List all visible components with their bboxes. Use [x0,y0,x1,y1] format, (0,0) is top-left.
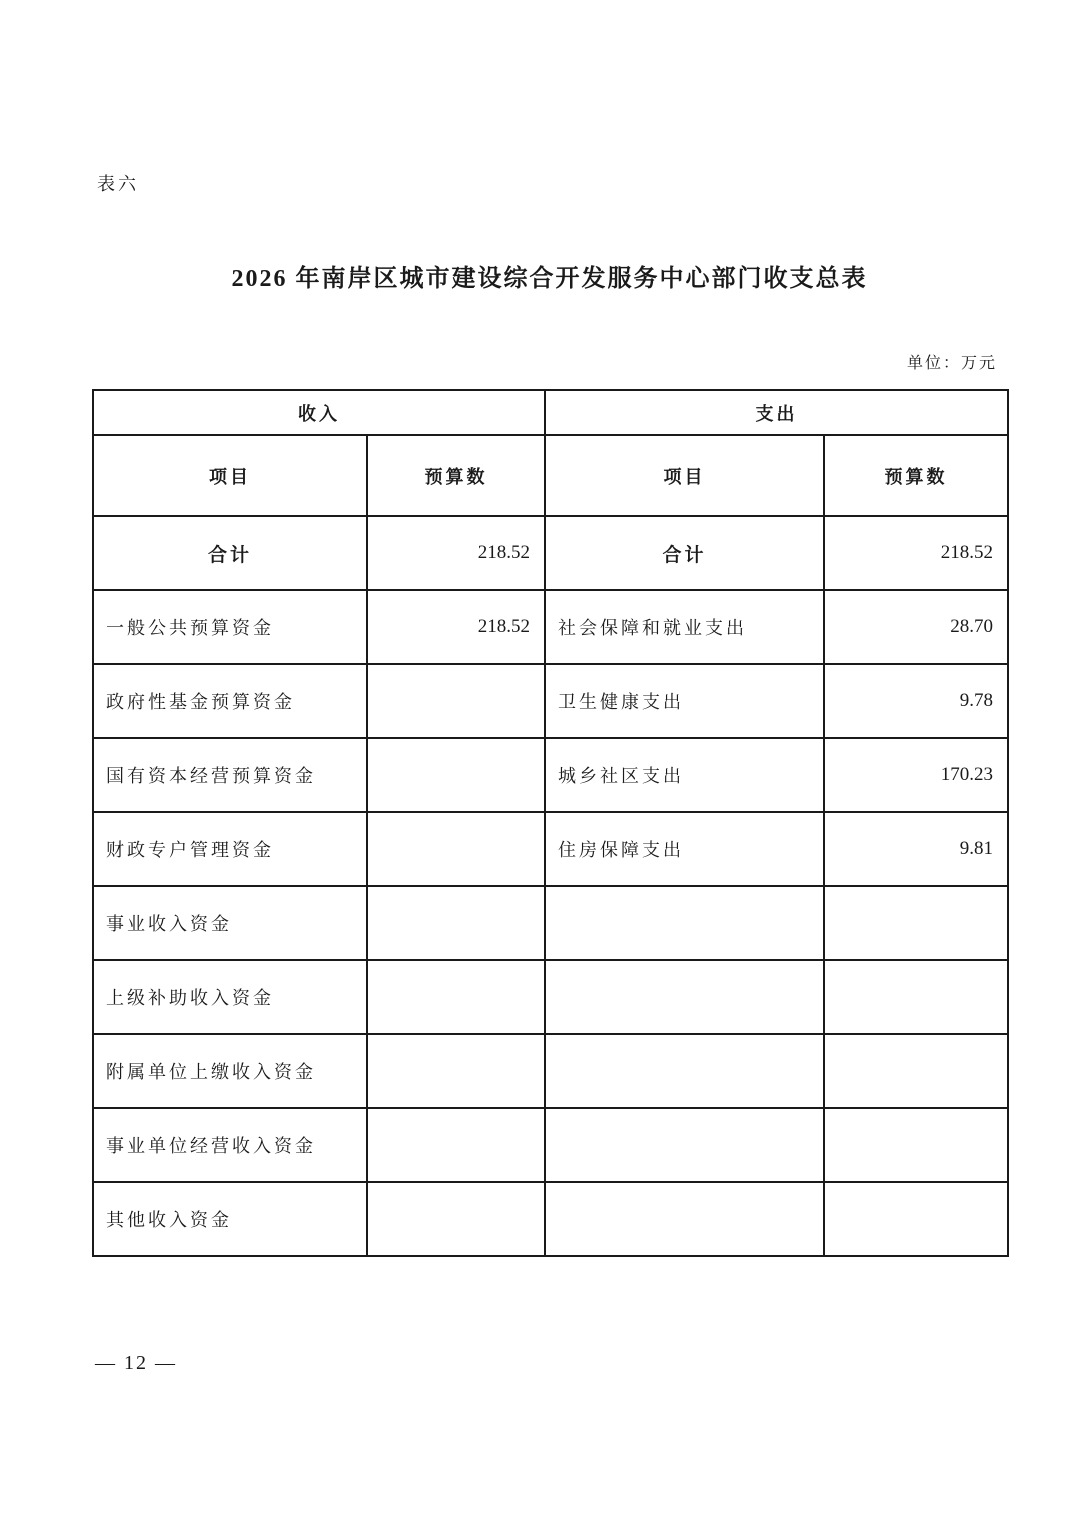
expense-item-cell [545,886,824,960]
expense-budget-cell [824,1034,1008,1108]
income-item-cell: 合计 [93,516,367,590]
income-item-cell: 事业收入资金 [93,886,367,960]
income-item-cell: 政府性基金预算资金 [93,664,367,738]
income-item-cell: 一般公共预算资金 [93,590,367,664]
page-title: 2026 年南岸区城市建设综合开发服务中心部门收支总表 [231,266,868,292]
table-row [93,1108,1008,1182]
column-header-row [93,435,1008,516]
expense-budget-cell: 9.81 [824,812,1008,886]
group-header-row [93,390,1008,435]
table-row [93,590,1008,664]
income-budget-cell [367,1034,545,1108]
income-budget-header: 预算数 [367,435,545,516]
expense-group-header: 支出 [545,390,1008,435]
income-item-cell: 国有资本经营预算资金 [93,738,367,812]
expense-item-cell: 城乡社区支出 [545,738,824,812]
expense-budget-cell: 170.23 [824,738,1008,812]
income-budget-cell [367,812,545,886]
income-budget-cell [367,886,545,960]
income-group-header: 收入 [93,390,545,435]
table-label: 表六 [97,174,139,194]
table-row [93,886,1008,960]
income-budget-cell [367,664,545,738]
income-budget-cell [367,960,545,1034]
income-item-header: 项目 [93,435,367,516]
budget-summary-table [92,389,1009,1257]
expense-item-cell [545,960,824,1034]
expense-item-cell [545,1108,824,1182]
income-item-cell: 上级补助收入资金 [93,960,367,1034]
expense-budget-cell [824,1182,1008,1256]
income-item-cell: 事业单位经营收入资金 [93,1108,367,1182]
expense-budget-cell: 218.52 [824,516,1008,590]
income-item-cell: 附属单位上缴收入资金 [93,1034,367,1108]
expense-item-cell: 合计 [545,516,824,590]
table-row [93,664,1008,738]
income-item-cell: 其他收入资金 [93,1182,367,1256]
table-row [93,738,1008,812]
page-number: — 12 — [95,1352,177,1374]
income-budget-cell [367,738,545,812]
table-row [93,812,1008,886]
table-row [93,960,1008,1034]
expense-budget-cell: 28.70 [824,590,1008,664]
expense-budget-cell: 9.78 [824,664,1008,738]
table-row [93,1034,1008,1108]
income-item-cell: 财政专户管理资金 [93,812,367,886]
expense-item-cell [545,1034,824,1108]
expense-budget-cell [824,886,1008,960]
expense-budget-header: 预算数 [824,435,1008,516]
expense-item-cell: 住房保障支出 [545,812,824,886]
expense-item-header: 项目 [545,435,824,516]
expense-budget-cell [824,960,1008,1034]
income-budget-cell [367,1182,545,1256]
unit-note: 单位：万元 [906,355,997,372]
expense-budget-cell [824,1108,1008,1182]
expense-item-cell: 卫生健康支出 [545,664,824,738]
income-budget-cell: 218.52 [367,516,545,590]
expense-item-cell: 社会保障和就业支出 [545,590,824,664]
table-row [93,1182,1008,1256]
income-budget-cell: 218.52 [367,590,545,664]
table-row-total [93,516,1008,590]
income-budget-cell [367,1108,545,1182]
expense-item-cell [545,1182,824,1256]
